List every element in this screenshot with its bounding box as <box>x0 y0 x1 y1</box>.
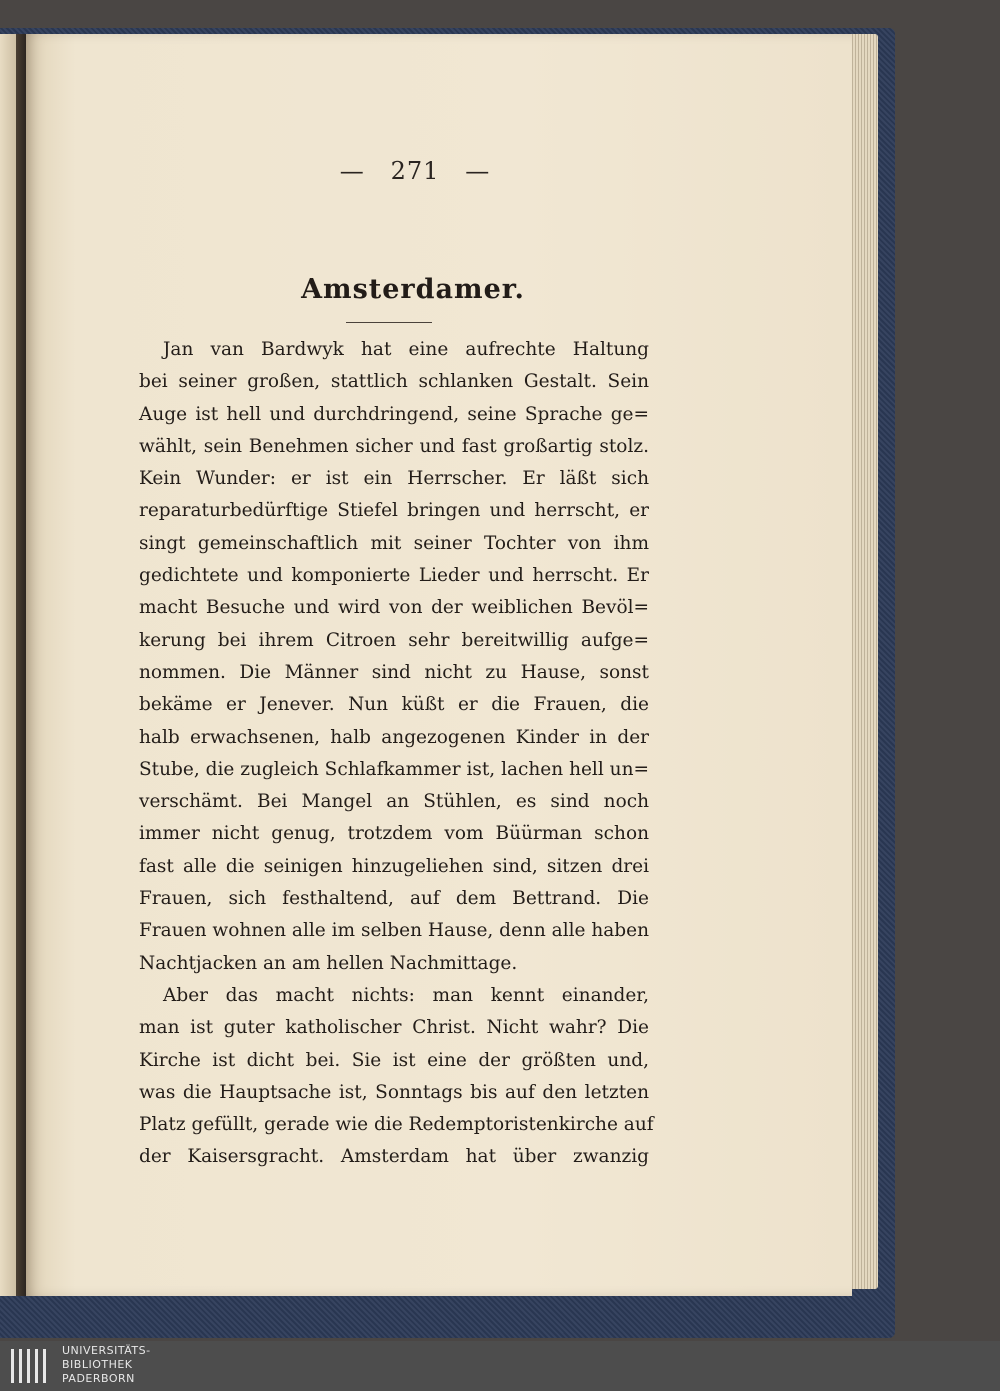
text-line: man ist guter katholischer Christ. Nicht wahr? Die <box>139 1017 649 1039</box>
library-name-line-1: UNIVERSITÄTS- <box>62 1344 151 1357</box>
text-line: Jan van Bardwyk hat eine aufrechte Haltung <box>163 339 649 360</box>
page-number-dash-right: — <box>465 157 491 185</box>
text-line: Frauen wohnen alle im selben Hause, denn alle haben <box>139 920 650 942</box>
text-line: kerung bei ihrem Citroen sehr bereitwillig aufge= <box>139 629 649 651</box>
text-line: was die Hauptsache ist, Sonntags bis auf den letzten <box>139 1081 649 1103</box>
text-line: Kein Wunder: er ist ein Herrscher. Er läßt sich <box>139 468 649 490</box>
library-footer <box>0 1341 1000 1391</box>
text-line: Nachtjacken an am hellen Nachmittage. <box>139 952 518 974</box>
text-line: immer nicht genug, trotzdem vom Büürman schon <box>139 823 649 845</box>
library-name <box>62 1344 151 1386</box>
library-name-line-2: BIBLIOTHEK <box>62 1358 133 1371</box>
page-number-dash-left: — <box>339 157 365 185</box>
text-line: Kirche ist dicht bei. Sie ist eine der größten und, <box>139 1049 649 1071</box>
text-line: reparaturbedürftige Stiefel bringen und herrscht, er <box>139 500 649 522</box>
book-page <box>26 34 852 1296</box>
text-line: verschämt. Bei Mangel an Stühlen, es sind noch <box>139 791 649 813</box>
page-number <box>26 157 852 185</box>
library-name-line-3: PADERBORN <box>62 1372 135 1385</box>
text-line: wählt, sein Benehmen sicher und fast großartig stolz. <box>139 435 649 457</box>
text-line: macht Besuche und wird von der weiblichen Bevöl= <box>139 597 649 619</box>
text-line: bei seiner großen, stattlich schlanken Gestalt. Sein <box>139 371 649 393</box>
text-line: singt gemeinschaftlich mit seiner Tochter von ihm <box>139 532 649 554</box>
text-line: gedichtete und komponierte Lieder und herrscht. Er <box>139 565 649 587</box>
body-text <box>139 334 654 1174</box>
text-line: Stube, die zugleich Schlafkammer ist, lachen hell un= <box>139 758 649 780</box>
text-line: Frauen, sich festhaltend, auf dem Bettrand. Die <box>139 888 649 910</box>
book-gutter <box>16 34 26 1296</box>
text-line: Platz gefüllt, gerade wie die Redemptoristenkirche auf <box>139 1114 654 1136</box>
text-line: nommen. Die Männer sind nicht zu Hause, sonst <box>139 661 649 683</box>
previous-page-edge <box>0 34 16 1296</box>
heading-rule <box>346 322 432 323</box>
text-line: bekäme er Jenever. Nun küßt er die Frauen, die <box>139 694 649 716</box>
text-line: Aber das macht nichts: man kennt einander, <box>163 984 649 1006</box>
text-line: halb erwachsenen, halb angezogenen Kinder in der <box>139 726 649 748</box>
chapter-heading-text: Amsterdamer. <box>301 274 525 305</box>
page-number-value: 271 <box>390 157 440 185</box>
text-line: fast alle die seinigen hinzugeliehen sind, sitzen drei <box>139 855 649 877</box>
text-line: der Kaisersgracht. Amsterdam hat über zwanzig <box>139 1146 649 1168</box>
chapter-heading <box>26 274 852 305</box>
text-line: Auge ist hell und durchdringend, seine Sprache ge= <box>139 403 649 425</box>
library-logo-icon <box>10 1347 50 1385</box>
